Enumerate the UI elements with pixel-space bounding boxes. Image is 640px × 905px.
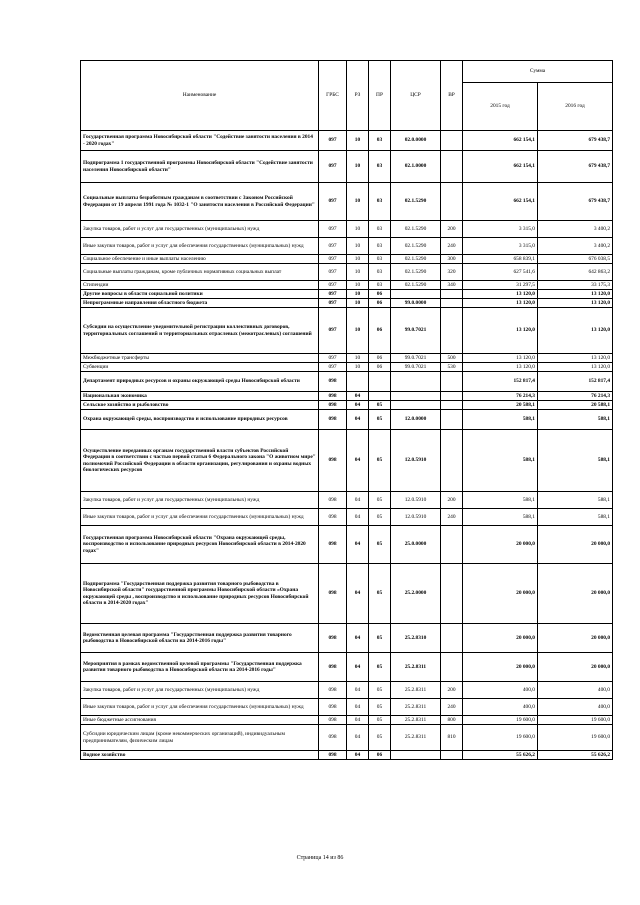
table-row [81, 372, 613, 392]
cell-name: Межбюджетные трансферты [81, 354, 319, 363]
table-header [81, 61, 613, 131]
cell-name: Государственная программа Новосибирской области "Охрана окружающей среды, воспроизводство и использование природных ресурсов Новосибирской области в 2014-2020 годах" [81, 526, 319, 564]
cell-s2015: 20 000,0 [463, 624, 538, 653]
cell-s2015: 3 315,0 [463, 221, 538, 238]
cell-s2015: 13 120,0 [463, 354, 538, 363]
cell-pr: 05 [369, 526, 391, 564]
cell-csr: 25.2.8311 [391, 653, 441, 682]
cell-name: Социальные выплаты безработным гражданам в соответствии с Законом Российской Федерации от 19 апреля 1991 года № 1032-1 "О занятости населения в Российской Федерации" [81, 183, 319, 221]
cell-grbs: 098 [319, 410, 347, 430]
cell-rz: 10 [347, 255, 369, 264]
cell-vr: 240 [441, 238, 463, 255]
cell-csr: 25.2.8311 [391, 699, 441, 716]
header-year-2016: 2016 год [538, 83, 613, 131]
cell-name: Национальная экономика [81, 392, 319, 401]
cell-name: Субсидии юридическим лицам (кроме некоммерческих организаций), индивидуальным предпринимателям, физическим лицам [81, 725, 319, 751]
cell-s2015: 20 000,0 [463, 526, 538, 564]
cell-s2016: 13 120,0 [538, 354, 613, 363]
cell-s2015: 400,0 [463, 699, 538, 716]
table-row [81, 255, 613, 264]
cell-s2016: 33 175,3 [538, 281, 613, 290]
cell-csr: 12.0.5910 [391, 492, 441, 509]
table-row [81, 299, 613, 308]
cell-csr: 02.0.0000 [391, 131, 441, 151]
cell-s2016: 20 000,0 [538, 653, 613, 682]
cell-s2015: 152 817,4 [463, 372, 538, 392]
cell-pr: 05 [369, 430, 391, 492]
table-row [81, 699, 613, 716]
cell-name: Государственная программа Новосибирской области "Содействие занятости населения в 2014 - 2020 годах" [81, 131, 319, 151]
cell-grbs: 098 [319, 624, 347, 653]
cell-name: Подпрограмма "Государственная поддержка развития товарного рыбоводства в Новосибирской области" государственной программы Новосибирской области «Охрана окружающей среды , воспроизводство и использование природных ресурсов Новосибирской области в 2014-2020 годах" [81, 564, 319, 624]
table-row [81, 509, 613, 526]
cell-vr [441, 372, 463, 392]
cell-rz: 04 [347, 509, 369, 526]
cell-s2016: 679 438,7 [538, 151, 613, 183]
cell-rz: 10 [347, 308, 369, 354]
cell-s2015: 588,1 [463, 492, 538, 509]
cell-csr: 25.2.8311 [391, 725, 441, 751]
table-row [81, 492, 613, 509]
table-row [81, 392, 613, 401]
table-row [81, 564, 613, 624]
cell-name: Стипендии [81, 281, 319, 290]
cell-vr [441, 526, 463, 564]
cell-vr: 500 [441, 354, 463, 363]
cell-s2016: 13 120,0 [538, 290, 613, 299]
cell-csr [391, 290, 441, 299]
table-row [81, 183, 613, 221]
cell-s2016: 13 120,0 [538, 363, 613, 372]
cell-pr: 05 [369, 564, 391, 624]
cell-grbs: 097 [319, 290, 347, 299]
cell-pr: 03 [369, 281, 391, 290]
cell-s2015: 3 315,0 [463, 238, 538, 255]
cell-s2016: 3 400,2 [538, 221, 613, 238]
cell-grbs: 098 [319, 751, 347, 760]
cell-rz: 10 [347, 281, 369, 290]
table-row [81, 264, 613, 281]
cell-pr: 06 [369, 290, 391, 299]
cell-s2015: 20 000,0 [463, 564, 538, 624]
cell-name: Охрана окружающей среды, воспроизводство и использование природных ресурсов [81, 410, 319, 430]
cell-rz: 10 [347, 151, 369, 183]
cell-name: Сельское хозяйство и рыболовство [81, 401, 319, 410]
cell-vr [441, 564, 463, 624]
cell-csr: 02.1.5290 [391, 221, 441, 238]
cell-s2015: 19 600,0 [463, 725, 538, 751]
cell-pr: 06 [369, 363, 391, 372]
cell-s2016: 55 626,2 [538, 751, 613, 760]
cell-vr: 200 [441, 492, 463, 509]
cell-csr [391, 392, 441, 401]
cell-pr: 05 [369, 699, 391, 716]
cell-pr: 06 [369, 354, 391, 363]
cell-vr: 240 [441, 509, 463, 526]
cell-vr [441, 430, 463, 492]
cell-s2016: 588,1 [538, 410, 613, 430]
cell-s2016: 400,0 [538, 699, 613, 716]
table-row [81, 281, 613, 290]
cell-rz [347, 372, 369, 392]
cell-pr: 03 [369, 183, 391, 221]
cell-csr: 12.0.0000 [391, 410, 441, 430]
cell-vr [441, 653, 463, 682]
cell-csr: 25.2.8311 [391, 716, 441, 725]
cell-rz: 10 [347, 183, 369, 221]
cell-s2016: 642 863,2 [538, 264, 613, 281]
cell-name: Иные закупки товаров, работ и услуг для обеспечения государственных (муниципальных) нужд [81, 699, 319, 716]
header-year-2015: 2015 год [463, 83, 538, 131]
cell-grbs: 098 [319, 682, 347, 699]
header-sum: Сумма [463, 61, 613, 83]
cell-name: Осуществление переданных органам государственной власти субъектов Российской Федерации в соответствии с частью первой статьи 6 Федерального закона "О животном мире" полномочий Российской Федерации в области организации, регулирования и охраны водных биологических ресурсов [81, 430, 319, 492]
cell-name: Ведомственная целевая программа "Государственная поддержка развития товарного рыбоводства в Новосибирской области на 2014-2016 годы" [81, 624, 319, 653]
cell-rz: 10 [347, 290, 369, 299]
cell-csr: 99.0.7021 [391, 354, 441, 363]
cell-pr: 05 [369, 492, 391, 509]
cell-s2015: 20 588,1 [463, 401, 538, 410]
cell-pr: 03 [369, 131, 391, 151]
cell-s2016: 679 438,7 [538, 183, 613, 221]
cell-grbs: 098 [319, 653, 347, 682]
cell-name: Департамент природных ресурсов и охраны окружающей среды Новосибирской области [81, 372, 319, 392]
cell-csr: 02.1.0000 [391, 151, 441, 183]
cell-csr: 25.2.8310 [391, 624, 441, 653]
cell-name: Закупка товаров, работ и услуг для государственных (муниципальных) нужд [81, 221, 319, 238]
cell-csr: 02.1.5290 [391, 255, 441, 264]
cell-grbs: 097 [319, 183, 347, 221]
cell-grbs: 098 [319, 699, 347, 716]
cell-csr [391, 401, 441, 410]
cell-grbs: 098 [319, 716, 347, 725]
table-row [81, 363, 613, 372]
cell-name: Закупка товаров, работ и услуг для государственных (муниципальных) нужд [81, 492, 319, 509]
cell-rz: 04 [347, 410, 369, 430]
cell-rz: 10 [347, 221, 369, 238]
cell-s2015: 588,1 [463, 410, 538, 430]
cell-s2015: 662 154,1 [463, 131, 538, 151]
table-row [81, 430, 613, 492]
cell-csr [391, 372, 441, 392]
cell-s2015: 13 120,0 [463, 299, 538, 308]
cell-vr [441, 183, 463, 221]
table-row [81, 131, 613, 151]
cell-vr [441, 151, 463, 183]
cell-pr: 05 [369, 653, 391, 682]
cell-name: Другие вопросы в области социальной политики [81, 290, 319, 299]
cell-s2015: 13 120,0 [463, 290, 538, 299]
cell-vr [441, 401, 463, 410]
cell-pr: 06 [369, 751, 391, 760]
header-vr: ВР [441, 61, 463, 131]
cell-rz: 10 [347, 238, 369, 255]
cell-rz: 10 [347, 299, 369, 308]
cell-grbs: 098 [319, 392, 347, 401]
cell-s2015: 662 154,1 [463, 183, 538, 221]
cell-s2016: 20 000,0 [538, 564, 613, 624]
cell-grbs: 097 [319, 354, 347, 363]
cell-pr: 05 [369, 716, 391, 725]
table-row [81, 238, 613, 255]
cell-csr: 25.0.0000 [391, 526, 441, 564]
cell-csr: 02.1.5290 [391, 264, 441, 281]
table-row [81, 716, 613, 725]
cell-vr [441, 410, 463, 430]
cell-csr [391, 751, 441, 760]
cell-rz: 04 [347, 526, 369, 564]
cell-name: Мероприятия в рамках ведомственной целевой программы "Государственная поддержка развития товарного рыбоводства в Новосибирской области на 2014-2016 годы" [81, 653, 319, 682]
cell-vr: 240 [441, 699, 463, 716]
cell-grbs: 097 [319, 299, 347, 308]
cell-rz: 04 [347, 564, 369, 624]
cell-pr: 06 [369, 299, 391, 308]
table-row [81, 290, 613, 299]
cell-s2016: 20 000,0 [538, 624, 613, 653]
cell-rz: 10 [347, 363, 369, 372]
cell-name: Иные закупки товаров, работ и услуг для обеспечения государственных (муниципальных) нужд [81, 509, 319, 526]
cell-grbs: 097 [319, 363, 347, 372]
cell-rz: 04 [347, 699, 369, 716]
cell-s2015: 20 000,0 [463, 653, 538, 682]
cell-rz: 10 [347, 131, 369, 151]
cell-csr: 02.1.5290 [391, 238, 441, 255]
cell-pr: 05 [369, 725, 391, 751]
cell-s2015: 588,1 [463, 509, 538, 526]
cell-rz: 04 [347, 682, 369, 699]
cell-pr: 03 [369, 255, 391, 264]
cell-s2016: 20 588,1 [538, 401, 613, 410]
cell-csr: 25.2.0000 [391, 564, 441, 624]
header-name: Наименование [81, 61, 319, 131]
table-body [81, 131, 613, 760]
cell-vr: 320 [441, 264, 463, 281]
cell-name: Непрограммные направления областного бюджета [81, 299, 319, 308]
cell-pr: 03 [369, 238, 391, 255]
cell-csr: 99.0.7021 [391, 363, 441, 372]
table-row [81, 401, 613, 410]
cell-s2016: 400,0 [538, 682, 613, 699]
table-row [81, 751, 613, 760]
cell-s2016: 676 038,5 [538, 255, 613, 264]
cell-vr [441, 308, 463, 354]
cell-vr: 800 [441, 716, 463, 725]
cell-rz: 04 [347, 401, 369, 410]
table-row [81, 653, 613, 682]
budget-table [80, 60, 613, 760]
cell-pr: 05 [369, 624, 391, 653]
header-csr: ЦСР [391, 61, 441, 131]
cell-name: Закупка товаров, работ и услуг для государственных (муниципальных) нужд [81, 682, 319, 699]
cell-pr [369, 392, 391, 401]
cell-pr: 05 [369, 401, 391, 410]
table-row [81, 221, 613, 238]
table-row [81, 354, 613, 363]
cell-vr [441, 290, 463, 299]
cell-grbs: 097 [319, 281, 347, 290]
cell-vr: 200 [441, 221, 463, 238]
cell-grbs: 097 [319, 264, 347, 281]
table-row [81, 151, 613, 183]
cell-vr: 200 [441, 682, 463, 699]
cell-s2016: 588,1 [538, 430, 613, 492]
cell-s2015: 658 839,1 [463, 255, 538, 264]
cell-csr: 12.0.5910 [391, 430, 441, 492]
cell-grbs: 097 [319, 221, 347, 238]
cell-vr [441, 131, 463, 151]
cell-rz: 04 [347, 716, 369, 725]
header-grbs: ГРБС [319, 61, 347, 131]
cell-name: Водное хозяйство [81, 751, 319, 760]
header-pr: ПР [369, 61, 391, 131]
cell-vr [441, 624, 463, 653]
cell-name: Иные закупки товаров, работ и услуг для обеспечения государственных (муниципальных) нужд [81, 238, 319, 255]
cell-vr: 810 [441, 725, 463, 751]
cell-s2016: 19 600,0 [538, 725, 613, 751]
cell-vr: 300 [441, 255, 463, 264]
cell-s2015: 19 600,0 [463, 716, 538, 725]
cell-pr: 05 [369, 509, 391, 526]
cell-pr: 06 [369, 308, 391, 354]
cell-grbs: 098 [319, 526, 347, 564]
cell-s2015: 588,1 [463, 430, 538, 492]
cell-vr: 340 [441, 281, 463, 290]
cell-pr: 05 [369, 410, 391, 430]
cell-pr: 03 [369, 151, 391, 183]
cell-rz: 04 [347, 751, 369, 760]
table-row [81, 410, 613, 430]
cell-pr: 03 [369, 221, 391, 238]
cell-rz: 04 [347, 430, 369, 492]
cell-rz: 04 [347, 624, 369, 653]
cell-s2016: 20 000,0 [538, 526, 613, 564]
cell-rz: 10 [347, 354, 369, 363]
cell-grbs: 097 [319, 308, 347, 354]
cell-s2015: 13 120,0 [463, 308, 538, 354]
cell-grbs: 097 [319, 151, 347, 183]
page-number: Страница 14 из 86 [296, 855, 344, 861]
table-row [81, 308, 613, 354]
cell-name: Иные бюджетные ассигнования [81, 716, 319, 725]
cell-s2016: 13 120,0 [538, 308, 613, 354]
cell-csr: 02.1.5290 [391, 183, 441, 221]
cell-rz: 04 [347, 725, 369, 751]
cell-rz: 04 [347, 392, 369, 401]
cell-s2016: 76 214,3 [538, 392, 613, 401]
cell-grbs: 097 [319, 255, 347, 264]
budget-table-container [80, 60, 612, 760]
table-row [81, 725, 613, 751]
cell-pr [369, 372, 391, 392]
cell-grbs: 097 [319, 131, 347, 151]
cell-name: Социальное обеспечение и иные выплаты населению [81, 255, 319, 264]
cell-rz: 04 [347, 492, 369, 509]
cell-grbs: 098 [319, 372, 347, 392]
cell-name: Социальные выплаты гражданам, кроме публичных нормативных социальных выплат [81, 264, 319, 281]
cell-s2016: 19 600,0 [538, 716, 613, 725]
cell-name: Субсидии на осуществление уведомительной регистрации коллективных договоров, территориальных соглашений и территориальных отраслевых (межотраслевых) соглашений [81, 308, 319, 354]
cell-s2016: 3 400,2 [538, 238, 613, 255]
cell-rz: 10 [347, 264, 369, 281]
cell-s2015: 662 154,1 [463, 151, 538, 183]
cell-s2016: 679 438,7 [538, 131, 613, 151]
cell-vr: 530 [441, 363, 463, 372]
cell-csr: 25.2.8311 [391, 682, 441, 699]
cell-csr: 02.1.5290 [391, 281, 441, 290]
table-row [81, 624, 613, 653]
cell-csr: 12.0.5910 [391, 509, 441, 526]
cell-s2016: 588,1 [538, 509, 613, 526]
cell-csr: 99.0.0000 [391, 299, 441, 308]
cell-s2016: 13 120,0 [538, 299, 613, 308]
cell-s2015: 400,0 [463, 682, 538, 699]
cell-grbs: 098 [319, 509, 347, 526]
cell-rz: 04 [347, 653, 369, 682]
cell-grbs: 098 [319, 564, 347, 624]
cell-vr [441, 299, 463, 308]
cell-grbs: 098 [319, 725, 347, 751]
cell-pr: 03 [369, 264, 391, 281]
cell-vr [441, 751, 463, 760]
cell-grbs: 098 [319, 430, 347, 492]
cell-s2016: 588,1 [538, 492, 613, 509]
cell-s2015: 76 214,3 [463, 392, 538, 401]
cell-csr: 99.0.7021 [391, 308, 441, 354]
table-row [81, 682, 613, 699]
cell-grbs: 097 [319, 238, 347, 255]
cell-s2015: 13 120,0 [463, 363, 538, 372]
cell-name: Субвенции [81, 363, 319, 372]
cell-vr [441, 392, 463, 401]
cell-pr: 05 [369, 682, 391, 699]
cell-grbs: 098 [319, 492, 347, 509]
cell-grbs: 098 [319, 401, 347, 410]
cell-s2016: 152 817,4 [538, 372, 613, 392]
cell-s2015: 627 541,6 [463, 264, 538, 281]
table-row [81, 526, 613, 564]
header-rz: РЗ [347, 61, 369, 131]
cell-name: Подпрограмма 1 государственной программы Новосибирской области "Содействие занятости населения Новосибирской области" [81, 151, 319, 183]
cell-s2015: 55 626,2 [463, 751, 538, 760]
cell-s2015: 31 297,5 [463, 281, 538, 290]
